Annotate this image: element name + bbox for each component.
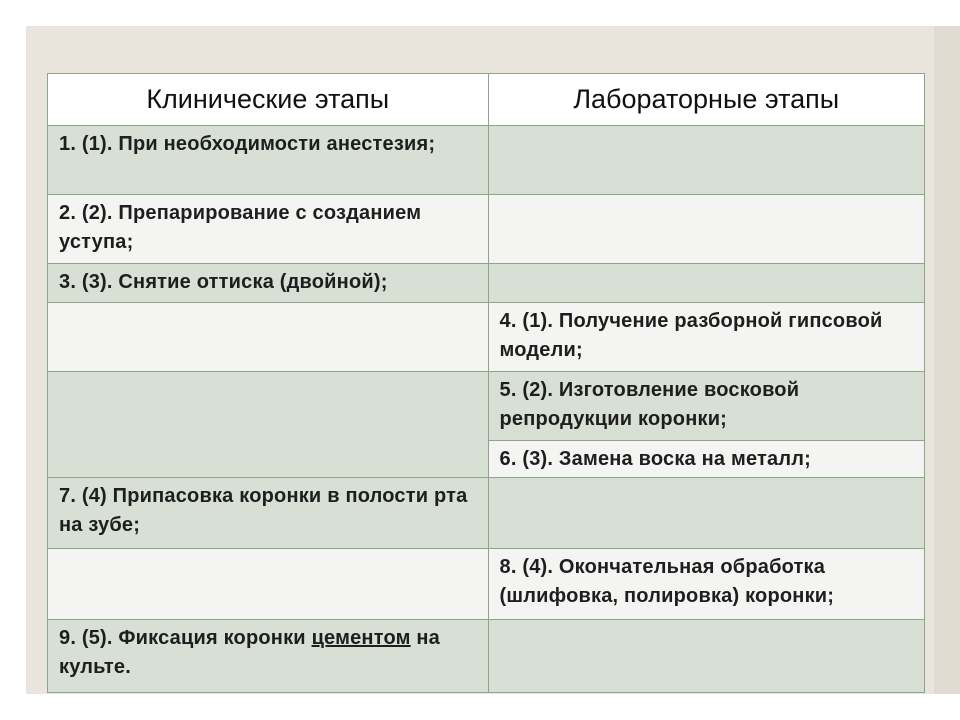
clinical-cell: 7. (4) Припасовка коронки в полости рта на зубе; <box>48 478 489 549</box>
lab-cell <box>488 620 925 693</box>
lab-cell <box>488 478 925 549</box>
table-row <box>48 264 925 303</box>
lab-cell: 4. (1). Получение разборной гипсовой модели; <box>488 303 925 372</box>
fixation-text-start: 9. (5). Фиксация коронки <box>59 627 312 649</box>
lab-cell <box>488 195 925 264</box>
table-row <box>48 549 925 620</box>
header-clinical: Клинические этапы <box>48 74 489 126</box>
cement-word: цементом <box>311 627 411 649</box>
table-row <box>48 195 925 264</box>
slide-edge-strip <box>934 26 960 694</box>
clinical-cell <box>48 620 489 693</box>
table-row <box>48 303 925 372</box>
table-row <box>48 478 925 549</box>
clinical-cell: 2. (2). Препарирование с созданием уступа; <box>48 195 489 264</box>
table-row <box>48 620 925 693</box>
clinical-cell <box>48 549 489 620</box>
table-row <box>48 126 925 195</box>
table-header-row <box>48 74 925 126</box>
lab-cell: 6. (3). Замена воска на металл; <box>488 441 925 478</box>
clinical-cell: 3. (3). Снятие оттиска (двойной); <box>48 264 489 303</box>
table-row <box>48 372 925 441</box>
lab-cell <box>488 264 925 303</box>
stages-table <box>47 73 925 693</box>
lab-cell: 8. (4). Окончательная обработка (шлифовка, полировка) коронки; <box>488 549 925 620</box>
clinical-cell-merged <box>48 372 489 478</box>
lab-cell <box>488 126 925 195</box>
clinical-cell <box>48 303 489 372</box>
fixation-text-end: на культе. <box>59 627 440 678</box>
header-lab: Лабораторные этапы <box>488 74 925 126</box>
lab-cell: 5. (2). Изготовление восковой репродукции коронки; <box>488 372 925 441</box>
clinical-cell: 1. (1). При необходимости анестезия; <box>48 126 489 195</box>
